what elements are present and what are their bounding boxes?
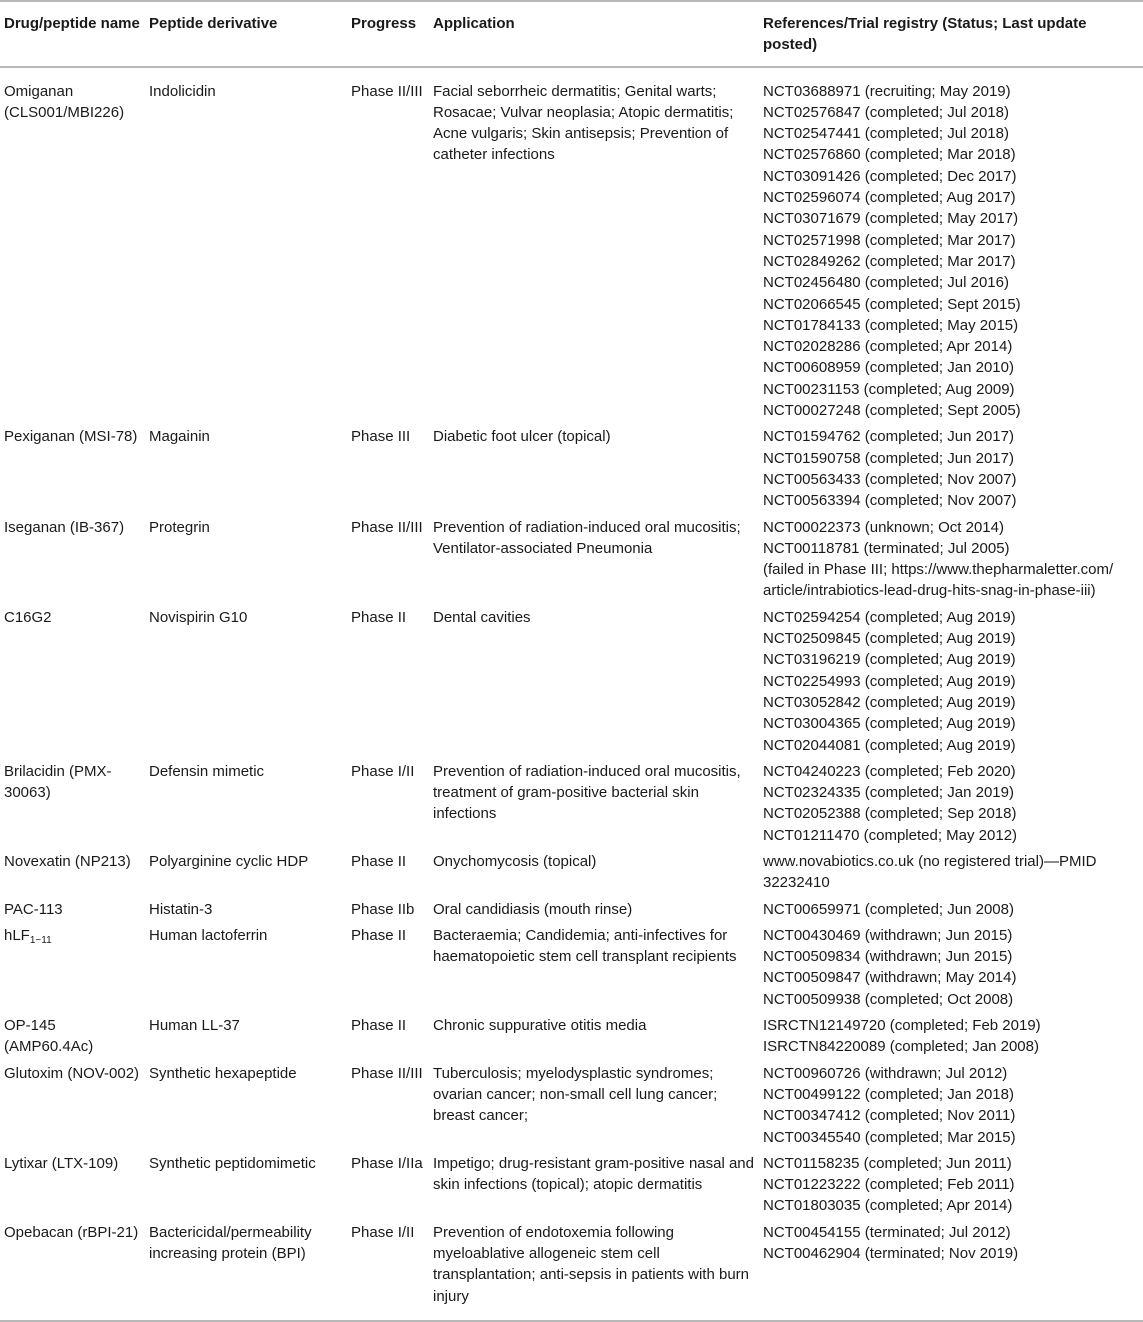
peptide-derivative-cell: Histatin-3	[149, 900, 213, 918]
reference-line: 32232410	[763, 874, 830, 892]
reference-line: NCT00022373 (unknown; Oct 2014)	[763, 518, 1004, 536]
reference-line: NCT02028286 (completed; Apr 2014)	[763, 338, 1013, 356]
references-cell	[759, 1012, 1143, 1060]
header-progress: Progress	[351, 15, 417, 32]
reference-line: NCT01594762 (completed; Jun 2017)	[763, 428, 1014, 446]
references-cell	[759, 922, 1143, 1012]
table-row	[0, 848, 1143, 896]
application-cell: Dental cavities	[433, 608, 531, 626]
peptide-derivative-cell: Synthetic peptidomimetic	[149, 1154, 316, 1172]
peptide-derivative-cell: Bactericidal/permeability increasing protein (BPI)	[149, 1223, 312, 1263]
progress-cell: Phase II/III	[351, 1064, 423, 1082]
reference-line: NCT00563433 (completed; Nov 2007)	[763, 470, 1017, 488]
progress-cell: Phase II	[351, 608, 407, 626]
reference-line: NCT02254993 (completed; Aug 2019)	[763, 672, 1016, 690]
reference-line: ISRCTN12149720 (completed; Feb 2019)	[763, 1017, 1041, 1035]
table-row	[0, 896, 1143, 922]
drug-name-cell	[0, 514, 145, 604]
reference-line: NCT02596074 (completed; Aug 2017)	[763, 189, 1016, 207]
peptide-derivative-cell: Novispirin G10	[149, 608, 248, 626]
table-row	[0, 1060, 1143, 1150]
drug-name: Novexatin (NP213)	[4, 852, 131, 870]
drug-name: Iseganan (IB-367)	[4, 518, 125, 536]
progress-cell: Phase I/II	[351, 1223, 415, 1241]
table-header	[0, 1, 1143, 67]
table-row	[0, 922, 1143, 1012]
references-cell	[759, 758, 1143, 848]
reference-line: NCT02324335 (completed; Jan 2019)	[763, 784, 1014, 802]
reference-line: NCT02509845 (completed; Aug 2019)	[763, 630, 1016, 648]
reference-line: NCT00608959 (completed; Jan 2010)	[763, 359, 1014, 377]
references-cell	[759, 423, 1143, 513]
header-peptide-derivative: Peptide derivative	[149, 15, 278, 32]
header-drug-name: Drug/peptide name	[4, 15, 140, 32]
table-row	[0, 423, 1143, 513]
drug-name: Glutoxim (NOV-002)	[4, 1064, 140, 1082]
progress-cell: Phase II	[351, 926, 407, 944]
reference-line: NCT00430469 (withdrawn; Jun 2015)	[763, 926, 1013, 944]
application-cell: Onychomycosis (topical)	[433, 852, 597, 870]
progress-cell: Phase III	[351, 428, 411, 446]
drug-name: PAC-113	[4, 900, 63, 918]
peptide-derivative-cell: Polyarginine cyclic HDP	[149, 852, 309, 870]
reference-line: NCT00509847 (withdrawn; May 2014)	[763, 969, 1017, 987]
peptide-derivative-cell: Human LL-37	[149, 1017, 240, 1035]
peptide-derivative-cell: Protegrin	[149, 518, 210, 536]
peptide-derivative-cell: Magainin	[149, 428, 210, 446]
drug-name: hLF	[4, 926, 30, 944]
reference-line: NCT01784133 (completed; May 2015)	[763, 316, 1019, 334]
application-cell: Prevention of radiation-induced oral mucositis, treatment of gram-positive bacterial skin infections	[433, 762, 741, 823]
application-cell: Prevention of endotoxemia following myeloablative allogeneic stem cell transplantation; anti-sepsis in patients with burn injury	[433, 1223, 750, 1305]
reference-line: NCT00960726 (withdrawn; Jul 2012)	[763, 1064, 1008, 1082]
progress-cell: Phase II	[351, 1017, 407, 1035]
reference-line: NCT00118781 (terminated; Jul 2005)	[763, 539, 1010, 557]
reference-line: NCT01803035 (completed; Apr 2014)	[763, 1197, 1013, 1215]
drug-name: Pexiganan (MSI-78)	[4, 428, 138, 446]
drug-name-cell	[0, 604, 145, 758]
references-cell	[759, 1219, 1143, 1321]
drug-name-cell	[0, 1150, 145, 1219]
references-cell	[759, 514, 1143, 604]
drug-name: C16G2	[4, 608, 52, 626]
drug-name-subscript: 1−11	[29, 934, 52, 946]
reference-line: NCT03091426 (completed; Dec 2017)	[763, 167, 1017, 185]
header-row	[0, 1, 1143, 67]
application-cell: Impetigo; drug-resistant gram-positive nasal and skin infections (topical); atopic dermatitis	[433, 1154, 754, 1194]
reference-line: (failed in Phase III; https://www.thepharmaletter.com/	[763, 561, 1114, 579]
header-references: References/Trial registry (Status; Last update posted)	[763, 15, 1087, 54]
reference-line: NCT00462904 (terminated; Nov 2019)	[763, 1245, 1019, 1263]
reference-line: NCT02044081 (completed; Aug 2019)	[763, 736, 1016, 754]
application-cell: Tuberculosis; myelodysplastic syndromes; ovarian cancer; non-small cell lung cancer; breast cancer;	[433, 1064, 718, 1125]
references-cell	[759, 1060, 1143, 1150]
reference-line: NCT01211470 (completed; May 2012)	[763, 826, 1018, 844]
peptide-derivative-cell: Synthetic hexapeptide	[149, 1064, 297, 1082]
reference-line: NCT03052842 (completed; Aug 2019)	[763, 693, 1016, 711]
reference-line: NCT03071679 (completed; May 2017)	[763, 210, 1019, 228]
application-cell: Oral candidiasis (mouth rinse)	[433, 900, 633, 918]
application-cell: Chronic suppurative otitis media	[433, 1017, 647, 1035]
drug-name-cell	[0, 1060, 145, 1150]
peptide-derivative-cell: Defensin mimetic	[149, 762, 265, 780]
application-cell: Diabetic foot ulcer (topical)	[433, 428, 611, 446]
references-cell	[759, 67, 1143, 424]
peptide-derivative-cell: Indolicidin	[149, 82, 216, 100]
table-row	[0, 1012, 1143, 1060]
progress-cell: Phase I/IIa	[351, 1154, 423, 1172]
table-row	[0, 67, 1143, 424]
reference-line: NCT02594254 (completed; Aug 2019)	[763, 608, 1016, 626]
drug-name-cell	[0, 423, 145, 513]
reference-line: NCT02052388 (completed; Sep 2018)	[763, 805, 1017, 823]
reference-line: www.novabiotics.co.uk (no registered trial)—PMID	[763, 852, 1097, 870]
application-cell: Prevention of radiation-induced oral mucositis; Ventilator-associated Pneumonia	[433, 518, 741, 557]
table-row	[0, 604, 1143, 758]
reference-line: NCT00659971 (completed; Jun 2008)	[763, 900, 1014, 918]
reference-line: NCT02066545 (completed; Sept 2015)	[763, 295, 1021, 313]
application-cell: Bacteraemia; Candidemia; anti-infectives for haematopoietic stem cell transplant recipients	[433, 926, 737, 966]
table-row	[0, 758, 1143, 848]
references-cell	[759, 1150, 1143, 1219]
table-row	[0, 1150, 1143, 1219]
drug-name-cell	[0, 758, 145, 848]
reference-line: NCT00345540 (completed; Mar 2015)	[763, 1128, 1016, 1146]
table-row	[0, 514, 1143, 604]
reference-line: ISRCTN84220089 (completed; Jan 2008)	[763, 1038, 1039, 1056]
reference-line: NCT02576847 (completed; Jul 2018)	[763, 103, 1009, 121]
reference-line: NCT01590758 (completed; Jun 2017)	[763, 449, 1014, 467]
header-application: Application	[433, 15, 515, 32]
reference-line: NCT00347412 (completed; Nov 2011)	[763, 1107, 1016, 1125]
reference-line: article/intrabiotics-lead-drug-hits-snag-in-phase-iii)	[763, 582, 1096, 600]
reference-line: NCT01223222 (completed; Feb 2011)	[763, 1176, 1015, 1194]
reference-line: NCT00563394 (completed; Nov 2007)	[763, 492, 1017, 510]
reference-line: NCT00509938 (completed; Oct 2008)	[763, 990, 1014, 1008]
progress-cell: Phase I/II	[351, 762, 415, 780]
drug-name: OP-145 (AMP60.4Ac)	[4, 1017, 94, 1056]
drug-name-cell	[0, 67, 145, 424]
progress-cell: Phase IIb	[351, 900, 415, 918]
drug-name-cell	[0, 1012, 145, 1060]
application-cell: Facial seborrheic dermatitis; Genital warts; Rosacae; Vulvar neoplasia; Atopic dermatitis; Acne vulgaris; Skin antisepsis; Prevention of catheter infections	[433, 82, 734, 164]
progress-cell: Phase II/III	[351, 82, 423, 100]
reference-line: NCT03196219 (completed; Aug 2019)	[763, 651, 1016, 669]
reference-line: NCT02456480 (completed; Jul 2016)	[763, 274, 1009, 292]
drug-name-cell	[0, 896, 145, 922]
reference-line: NCT03004365 (completed; Aug 2019)	[763, 715, 1016, 733]
drug-name-cell	[0, 922, 145, 1012]
reference-line: NCT02576860 (completed; Mar 2018)	[763, 146, 1016, 164]
reference-line: NCT00509834 (withdrawn; Jun 2015)	[763, 948, 1013, 966]
reference-line: NCT04240223 (completed; Feb 2020)	[763, 762, 1016, 780]
drug-name: Opebacan (rBPI-21)	[4, 1223, 139, 1241]
table-row	[0, 1219, 1143, 1321]
table-body	[0, 67, 1143, 1321]
drug-name-cell	[0, 848, 145, 896]
reference-line: NCT02547441 (completed; Jul 2018)	[763, 125, 1009, 143]
reference-line: NCT00231153 (completed; Aug 2009)	[763, 380, 1015, 398]
references-cell	[759, 848, 1143, 896]
reference-line: NCT00454155 (terminated; Jul 2012)	[763, 1223, 1011, 1241]
reference-line: NCT00027248 (completed; Sept 2005)	[763, 402, 1021, 420]
reference-line: NCT03688971 (recruiting; May 2019)	[763, 82, 1011, 100]
references-cell	[759, 604, 1143, 758]
peptide-derivative-cell: Human lactoferrin	[149, 926, 268, 944]
drug-name: Brilacidin (PMX-30063)	[4, 762, 112, 802]
reference-line: NCT00499122 (completed; Jan 2018)	[763, 1085, 1014, 1103]
reference-line: NCT02571998 (completed; Mar 2017)	[763, 231, 1016, 249]
progress-cell: Phase II	[351, 852, 407, 870]
drug-name-cell	[0, 1219, 145, 1321]
drug-name: Omiganan (CLS001/MBI226)	[4, 82, 125, 121]
references-cell	[759, 896, 1143, 922]
drug-name: Lytixar (LTX-109)	[4, 1154, 119, 1172]
progress-cell: Phase II/III	[351, 518, 423, 536]
reference-line: NCT01158235 (completed; Jun 2011)	[763, 1154, 1012, 1172]
reference-line: NCT02849262 (completed; Mar 2017)	[763, 252, 1016, 270]
